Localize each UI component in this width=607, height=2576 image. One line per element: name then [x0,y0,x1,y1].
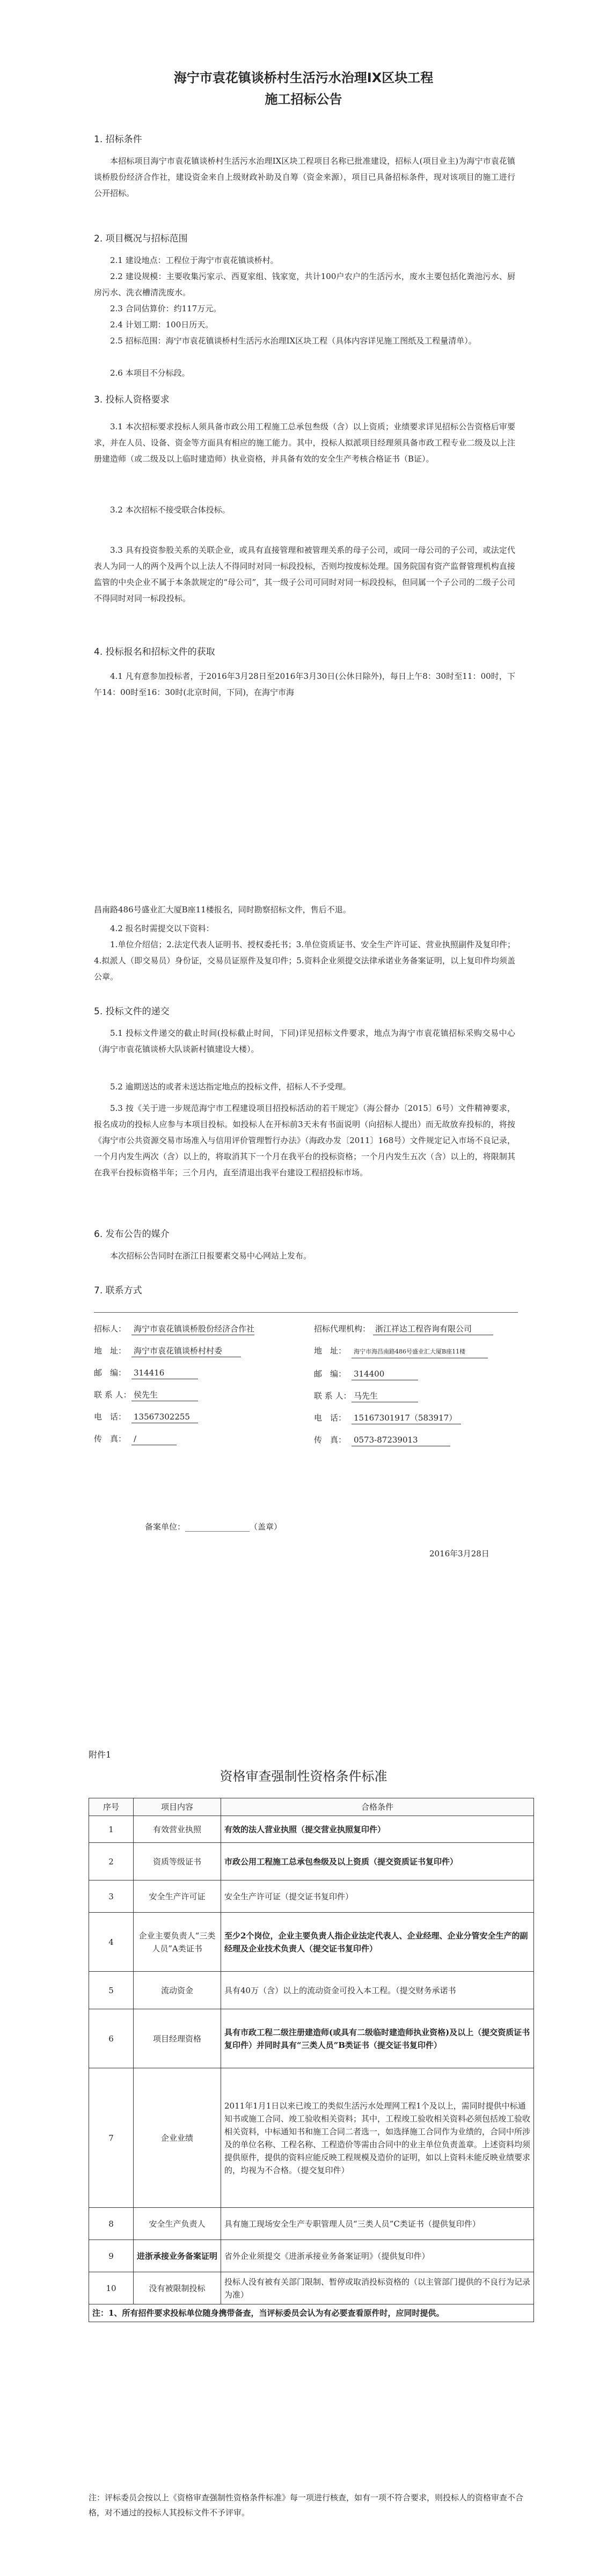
contact-left [94,1323,303,1455]
appendix-label: 附件1 [89,1750,112,1760]
section-1-text: 本招标项目海宁市袁花镇谈桥村生活污水治理IX区块工程项目名称已批准建设，招标人(项目业主)为海宁市袁花镇谈桥股份经济合作社，建设资金来自上级财政补助及自筹（资金来源），项目已具备招标条件，现对该项目的施工进行公开招标。 [94,156,515,198]
header-no: 序号 [89,1798,134,1816]
table-row [89,1843,534,1880]
contact-row: 联 系 人： 马先生 [314,1390,529,1402]
row-no: 1 [89,1816,134,1843]
table-row [89,2009,534,2068]
row-no: 10 [89,2272,134,2304]
row-item: 资质等级证书 [134,1843,221,1880]
row-item: 没有被限制投标 [134,2272,221,2304]
section-2-line-3: 2.3 合同估算价：约117万元。 [110,304,222,313]
row-no: 8 [89,2208,134,2240]
page-title-line1: 海宁市袁花镇谈桥村生活污水治理IX区块工程 [173,70,434,85]
table-header-row [89,1798,534,1816]
section-6-text: 本次招标公告同时在浙江日报要素交易中心网站上发布。 [110,1251,312,1261]
row-item: 安全生产负责人 [134,2208,221,2240]
section-2-line-1: 2.1 建设地点：工程位于海宁市袁花镇谈桥村。 [110,255,279,265]
section-7-title: 7. 联系方式 [94,1285,142,1296]
row-cond: 有效的法人营业执照（提交营业执照复印件） [221,1816,534,1843]
row-item: 企业业绩 [134,2068,221,2208]
table-row [89,2208,534,2240]
table-row [89,2272,534,2304]
row-item: 安全生产许可证 [134,1880,221,1913]
section-2-line-4: 2.4 计划工期：100日历天。 [110,320,214,330]
section-2-line-5: 2.5 招标范围：海宁市袁花镇谈桥村生活污水治理IX区块工程（具体内容详见施工图纸及工程量清单）。 [110,336,477,346]
contact-row: 邮 编： 314416 [94,1367,303,1379]
contact-row: 招标人： 海宁市袁花镇谈桥股份经济合作社 [94,1323,303,1335]
row-cond: 2011年1月1日以来已竣工的类似生活污水处理网工程1个及以上，需同时提供中标通知书或施工合同、竣工验收相关资料；其中，工程竣工验收相关资料必须包括竣工验收相关资料，中标通知书和施工合同二者选一，如选择施工合同作为业绩的，合同中所涉及的单位名称、工程名称、工程造价等需由合同中的业主单位负责盖章。上述资料均须提供原件，提供的资料应能反映工程规模及造价的证明，如以上资料未能反映业绩要求的，均视为不合格。（提交复印件） [221,2068,534,2208]
section-1-title: 1. 招标条件 [94,134,142,145]
contact-row: 招标代理机构： 浙江祥达工程咨询有限公司 [314,1323,529,1335]
header-cond: 合格条件 [221,1798,534,1816]
section-3-para-1: 3.1 本次招标要求投标人须具备市政公用工程施工总承包叁级（含）以上资质；业绩要求详见招标公告资格后审要求，并在人员、设备、资金等方面具有相应的施工能力。其中，投标人拟派项目经理须具备市政工程专业二级及以上注册建造师（或二级及以上临时建造师）执业资格，并具备有效的安全生产考核合格证书（B证）。 [94,422,515,464]
section-3-para-2: 3.2 本次招标不接受联合体投标。 [110,505,230,515]
table-row [89,1913,534,1972]
section-3-title: 3. 投标人资格要求 [94,394,170,405]
contact-row: 电 话： 15167301917（583917） [314,1412,529,1424]
section-3-para-3: 3.3 具有投资参股关系的关联企业，或具有直接管理和被管理关系的母子公司，或同一母公司的子公司，或法定代表人为同一人的两个及两个以上法人不得同时对同一标段投标，否则均按废标处理。国务院国有资产监督管理机构直接监管的中央企业不属于本条款规定的“母公司”，其一级子公司可同时对同一标段投标，但同属一个子公司的二级子公司不得同时对同一标段投标。 [94,545,515,603]
section-2-line-6: 2.6 本项目不分标段。 [110,368,190,378]
row-no: 3 [89,1880,134,1913]
section-2-title: 2. 项目概况与招标范围 [94,233,188,244]
row-item: 有效营业执照 [134,1816,221,1843]
row-cond: 至少2个岗位，企业主要负责人指企业法定代表人、企业经理、企业分管安全生产的副经理及企业技术负责人（提交证书复印件） [221,1913,534,1972]
appendix-title: 资格审查强制性资格条件标准 [220,1769,387,1784]
table-row [89,1816,534,1843]
row-no: 7 [89,2068,134,2208]
row-no: 2 [89,1843,134,1880]
appendix-footnote: 注：评标委员会按以上《资格审查强制性资格条件标准》每一项进行核查，如有一项不符合要求，则投标人的资格审查不合格，对不通过的投标人其投标文件不予评审。 [89,2493,524,2518]
row-cond: 安全生产许可证（提交证书复印件） [221,1880,534,1913]
row-item: 流动资金 [134,1972,221,2009]
row-no: 9 [89,2240,134,2272]
section-4-para-3: 1.单位介绍信；2.法定代表人证明书、授权委托书；3.单位资质证书、安全生产许可证、营业执照副件及复印件；4.拟派人（即交易员）身份证，交易员证原件及复印件；5.资料企业须提交法律承诺业务备案证明，以上复印件均须盖公章。 [94,940,515,982]
row-item: 进浙承接业务备案证明 [134,2240,221,2272]
section-5-title: 5. 投标文件的递交 [94,1006,170,1017]
contact-right [314,1323,529,1456]
contact-row: 地 址： 海宁市袁花镇谈桥村村委 [94,1345,303,1357]
contact-row: 邮 编： 314400 [314,1368,529,1380]
blank-area [94,735,518,859]
row-cond: 具有40万（含）以上的流动资金可投入本工程。（提交财务承诺书 [221,1972,534,2009]
row-cond: 投标人没有被有关部门限制、暂停或取消投标资格的（以主管部门提供的不良行为记录为准） [221,2272,534,2304]
section-2-line-2: 2.2 建设规模：主要收集污家示、西夏家组、钱家宽，共计100户农户的生活污水，废水主要包括化粪池污水、厨房污水、洗衣槽清洗废水。 [94,272,515,297]
table-row [89,1972,534,2009]
contact-row: 电 话： 13567302255 [94,1411,303,1423]
contact-row: 地 址： 海宁市海昌南路486号盛业汇大厦B座11楼 [314,1345,529,1358]
row-cond: 省外企业须提交《进浙承接业务备案证明》（提供复印件） [221,2240,534,2272]
row-no: 4 [89,1913,134,1972]
section-5-para-3: 5.3 按《关于进一步规范海宁市工程建设项目招投标活动的若干规定》（海公督办〔2015〕6号）文件精神要求，报名成功的投标人应参与本项目投标。如投标人在开标前3天未有书面说明（向招标人提出）而无故放弃投标的，将按《海宁市公共资源交易市场准入与信用评价管理暂行办法》（海政办发〔2011〕168号）文件规定记入市场不良记录，一个月内发生两次（含）以上的，将取消其下一个月在我平台的投标资格；一个月内发生五次（含）以上的，将限制其在我平台投标资格半年；三个月内，直至清退出我平台建设工程招投标市场。 [94,1103,515,1177]
row-item: 企业主要负责人“三类人员”A类证书 [134,1913,221,1972]
supervisor-stamp-line: 备案单位：________________（盖章） [145,1522,282,1532]
table-row [89,2068,534,2208]
table-note: 注：1、所有招件要求投标单位随身携带备查，当评标委员会认为有必要查看原件时，应同时提供。 [89,2304,534,2322]
section-4-title: 4. 投标报名和招标文件的获取 [94,647,215,657]
row-no: 5 [89,1972,134,2009]
page-title-line2: 施工招标公告 [265,92,342,107]
contact-row: 传 真： 0573-87239013 [314,1434,529,1446]
section-4-para-2: 4.2 报名时需提交以下资料： [110,924,214,933]
row-item: 项目经理资格 [134,2009,221,2068]
table-row [89,2240,534,2272]
contact-row: 传 真： / [94,1433,303,1445]
section-5-para-2: 5.2 逾期送达的或者未送达指定地点的投标文件，招标人不予受理。 [110,1082,351,1092]
table-row [89,1880,534,1913]
row-cond: 具有施工现场安全生产专职管理人员“三类人员”C类证书（提供复印件） [221,2208,534,2240]
contact-row: 联 系 人： 侯先生 [94,1389,303,1401]
section-5-para-1: 5.1 投标文件递交的截止时间(投标截止时间，下同)详见招标文件要求，地点为海宁市袁花镇招标采购交易中心（海宁市袁花镇谈桥大队谈新村镇建设大楼）。 [94,1028,515,1054]
row-cond: 市政公用工程施工总承包叁级及以上资质（提交资质证书复印件） [221,1843,534,1880]
section-4-para-1-cont: 昌南路486号盛业汇大厦B座11楼报名，同时勘察招标文件，售后不退。 [94,905,351,914]
requirements-table [89,1798,534,2322]
section-4-para-1: 4.1 凡有意参加投标者，于2016年3月28日至2016年3月30日(公休日除外)，每日上午8：30时至11：00时，下午14：00时至16：30时(北京时间，下同)，在海宁市海 [94,671,515,697]
row-cond: 具有市政工程二级注册建造师(或具有二级临时建造师执业资格)及以上（提交资质证书复印件）并同时具有“三类人员”B类证书（提交证书复印件） [221,2009,534,2068]
divider [94,1312,518,1313]
table-note-row [89,2304,534,2322]
notice-date: 2016年3月28日 [429,1549,489,1558]
header-item: 项目内容 [134,1798,221,1816]
row-no: 6 [89,2009,134,2068]
section-6-title: 6. 发布公告的媒介 [94,1229,170,1240]
